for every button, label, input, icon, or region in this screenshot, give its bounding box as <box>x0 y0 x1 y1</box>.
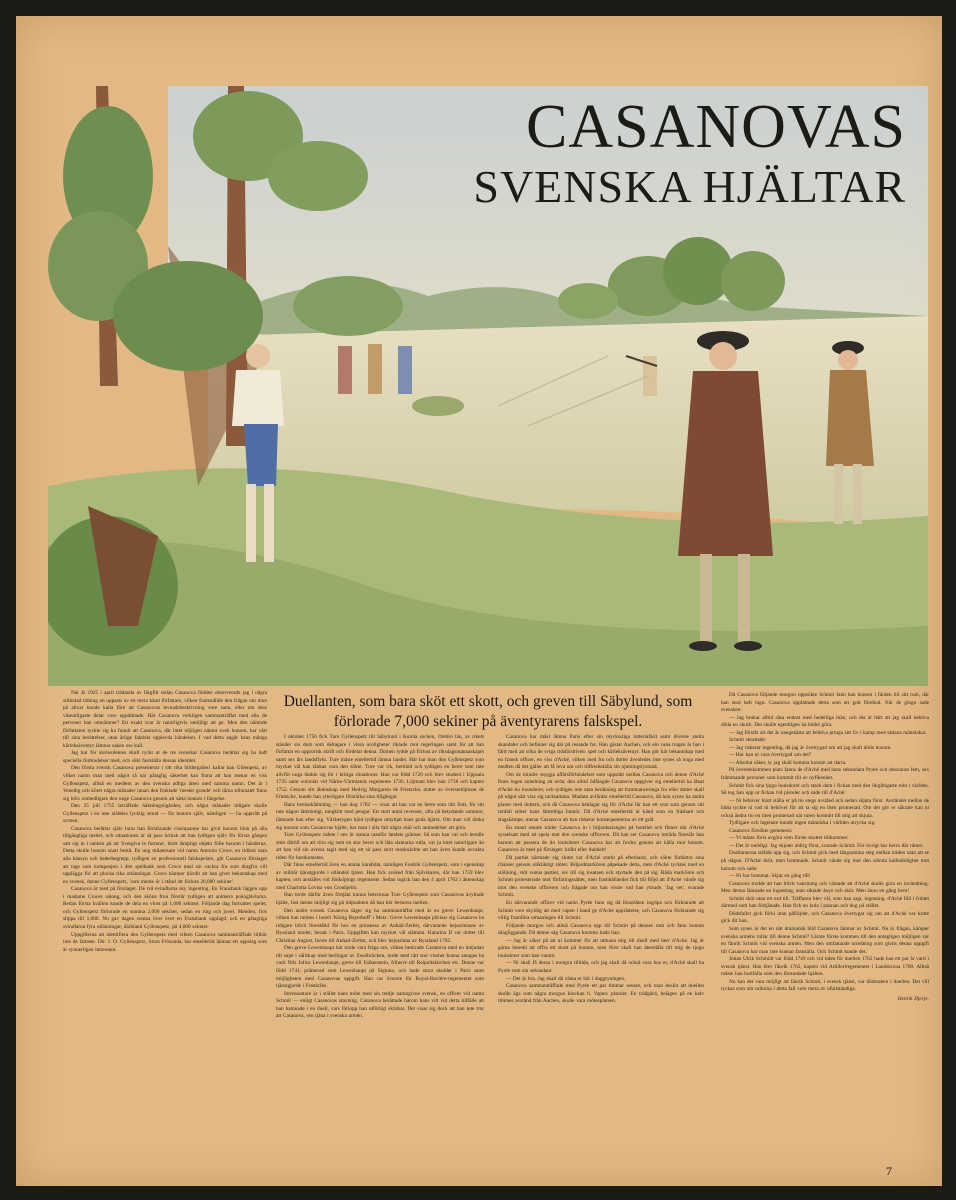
paragraph: Casanova sammanträffade med Pyrée ett par timmar senare, och man beslöt att duellen skulle äga rum några morgon klockan 6. Vapen: pistoler. En trädgård, belägen på en halv timmes avstånd från Aachen, skulle vara mötesplatsen. <box>498 983 704 1005</box>
paragraph: Dödsfallet gick förbi utan påföljder, och Casanova övertygat sig om att d'Aché var kritte gick dit han. <box>721 910 929 925</box>
paragraph: Casanova berättar själv huru han förstörande ciselquanne har givit honom lönn på alla tillgängliga medel, och situationen är så pass kritisk att han tydligen själv för första gången satt sig in i tanken på att 'övergiva le fortune', blott lämpligt objekt fölle honom i händerna. Detta skulle honom snart bestå. En ung milanesare vid namn Antonio Croce, en ridörst utan alla hänsyn och hederbegrepp, tydligen en professionell falskspelare, går Casanova förslaget att tage som kompanjon i den spelbank som Croce med sin vackra fru som dragfru vill upplägga för att plocka rika utlänningar. Croce hämner hävdit att han givet bekantskap med en svensk, denne Gyllenspetz, 'som mente ör i stånd att förlora 20,000 sekiner'. <box>63 825 267 885</box>
paragraph: Intressantare är i stället hans möte med sin tredje namngivne svensk, en officer vid namn Schmit — enligt Casanovas stavning. Casanova berättade härom hans vilt vid detta tillfälle att han hamnade i en duell, vars förlopp han utförligt skildrar. Det visar sig dock att han inte tror att Casanova, sen tjäna i svenska armén. <box>276 990 484 1020</box>
paragraph: Där finns emellertid även en annan kandidat, nämligen Fredrik Gyllenspetz, som i egenskap av militär tjänstgjorde i utländsk tjänst. Han fick avsked från Sjövikaren, där han 1759 blev kapten, och anställes vid Jönköpings regemente. Sedan ingick han den 4 april 1762 i äktenskap med Charlotta Lovisa von Cronhjelm. <box>276 862 484 891</box>
paragraph: — Jag riskerar ingenting, då jag är övertygad om att jag skall döda honom. <box>729 744 892 751</box>
paragraph: — Det är onödigt. Jag skjuter aldrig först, svarade Schmit. För övrigt har herrn där rätten. <box>729 842 924 849</box>
paragraph: — Ni skall få dessa i morgon tilltida, och jag skall då också vara hos er, d'Aché skall ha Pyrée som sin sekundant. <box>498 960 704 974</box>
paragraph: En närvarande officer vid namn Pyrée fann sig då föranlåten ingripa och förklarade att Schmit vore skyldig att med vapen i hand ge d'Aché upprättelse, och Casanova förklarade sig villig framföra utmaningen till Schmit. <box>498 900 704 922</box>
paragraph: Den 25 juli 1755 inträffade häktningsögården, och några månader tidigare skulle Gyllenspetz i en inte alldeles lycklig stund — för honom själv, nämligen — ha uppträtt på scenen. <box>63 803 267 825</box>
paragraph: En stund senare träder Casanova in i biljardsalongen på hotellet och finner där d'Aché sysselsatt med att spela mot den svenske officeren. Då han ser Casanova inträda föreslår han honom att passera de tio louisdorer Casanova har att fordra genom att hålla mot honom. Casanova är med på förslaget: krökt eller dubbelt! <box>498 824 704 854</box>
paragraph: Duellanterna ställde upp sig, och Schmit gick med långsamma steg mellan träden utan att se på någon. D'Aché sköt, men bommade. Schmit vände sig mot den största kalibdödighet mot honom och sade: <box>721 850 929 872</box>
paragraph: Den andre svensk Casanova säger sig ha sammanträffat med är en greve Lewenhaupt, vilken han möttes i hotell 'König Bayerhoff' i Metz. Greve Lewenhaupt påvisar sig Casanova ha tidigare blivit förestålld för hos en prinsessa av Anhalt-Zerbst, därvarande kejsarinnans av Ryssland moder, besatt i Paris. Uppgiften kan mycket väl stämma. Katarina II var dotter till Christian August, furste till Anhalt-Zerbst, och blev kejsarinna av Ryssland 1762. <box>276 907 484 944</box>
title-line-1: CASANOVAS <box>526 93 906 161</box>
text-column-4 <box>721 692 929 1162</box>
paragraph: — Absolut säker, ty jag skall komma honom att darra. <box>729 759 847 766</box>
article-title <box>473 93 906 212</box>
paragraph: Om de mindre snygga affärsförbindelser som uppstått mellan Casanova och denne d'Aché finns ingen anledning att orda; den alltid ödfängde Casanova uppgiver sig emellertid ha lånat d'Aché tio louisdorer, och tydligen inte utan beräkning att frammanceringa fru eller dotter skall på något sätt visa sig tacksamma. Madam avfärdar emellertid Casanova, då hon synes ha andra planer med dottern, och då Casanova beklagar sig för d'Aché får han ett svar som genom sitt tonfall stöter hans lättretliga humör. Då d'Aché emellertid är känd som en fräshare och slagskämpe, menar Casanova att han riskerar konsequenterna av ett gräl. <box>498 771 704 824</box>
paragraph: Schmit fick sina tjugo louisdorer och stack dem i fickan med den likgiltigaste min i världen. Så tog han upp ur fickan två pistoler och sade till d'Aché: <box>721 782 929 797</box>
paragraph: Casanova har måst lämna Paris efter sin olyckssliga lotteriafärd samt diverse andra skandaler och befinner sig där på resande fot. Han gästar Aachen, och ein vana tragen är han i färd med att söka de sviga tidsfördriven: spel och kärleksäventyr. Han gör här bekantskap med en fransk officer, en viss d'Aché, vilken med fru och dotter åvenledes inte synes så noga med medlen då det gäller att få leva om och tillfredsställa sin njutningslystnad. <box>498 734 704 771</box>
paragraph: — Har kan ni vara övertygad om det? <box>729 752 812 759</box>
paragraph: Schmit sköt utan ett ord till. Träffaren blev väl, som han sagt, ingenting. d'Aché föll i fröttet därmed som han förtjänade. Han fick en kula i pannan och dog på stället. <box>721 895 929 910</box>
paragraph: — Jag brukar alltid såsa endast med hederliga män, och det är hårt att jag skall behöva döda en skurk. Det skulle egentligen ha bödel göra. <box>721 714 929 729</box>
paragraph: Som synes är det en rätt dramatisk bild Casanova lämnar av Schmit. Nu är frågan, kämper svenska arméns rullar till denne Schmit? Lärare förste kommen till den antagligen möjligen var en fänrik Schmit vid svenska armén. Men den omfattande utredning som givits denna uppgift till Casanova har man inte kunnat fastställa. Och Schmit kunde det. <box>721 925 929 955</box>
paragraph: Han torde därför även förtjänt kunna betecknas Ture Gyllenspetz som Casanovas ävyttade hjälte, fast denne möjligt sig på tidpunkten då han bör berserra mellen. <box>276 892 484 907</box>
text-column-2 <box>276 734 484 1170</box>
paragraph: På överenskommen plats fanns de d'Aché med hans sekundant Pyrée och dessutom fem, sex främmande personer som kommit till av nyfikenhet. <box>721 767 929 782</box>
title-line-2: SVENSKA HJÄLTAR <box>473 161 906 212</box>
paragraph: — Ni har bommat. Skjut en gång till! <box>729 873 811 880</box>
paragraph: Casanova trodde att han blivit vansinnig och väntade att d'Aché skulle göra en invändning. Men denna lämnade en ingenting, utan siktade ånyo och sköt. Men ännu en gång bom! <box>721 880 929 895</box>
paragraph: Tydligare och ingenare kunde ingen människa i världen utrycka sig. <box>729 820 876 827</box>
paragraph: Då partiet närmade sig slutet var d'Aché starkt på efterhand, och sökte förbättra sina chanser genom olikliktigt stöter. Biljardmarkören påpekade detta, men d'Aché tycktes med en ställning, stöt vunna partiet, rev till sig insatsen och styrtade den på sig. Båda markören och Schmit protesterade mot förfaringssättet, men framhållandet fick till följd att d'Aché vände sig mot den svenske officeren och frågade om han visste vad han yttrade. 'Jag vet', svarade Schmit. <box>498 854 704 899</box>
paragraph: När år 1925 i april trädanda av färgfilt sedan Casanova födden observerade jag i några stilbolad tidning en uppsats av en mera känd författare, vilken framställde den frågan om mon på allvar kunde kalla före att Casanovas levnadsbeskrivning vore sann, eller om dess väsentligaste delar vore uppdiktade. Här Casanova verkligen sammanträffat med alla de personer han omnämner? Ett exakt svar är naturligtvis omöjligt att ge. Men den nämnde författaren tyckte sig ha funnit att Casanova, där intet nöjligen nämnt ovek honom, har vårt till sina berättelser, utan ärlige faktiskt upplevda händelser. I vad detta angår hans många kärleksäventyr lämnar saken oss kall. <box>63 690 267 749</box>
paragraph: Den första svensk Casanova presenterar i sitt rika bildergalleri kallar han Gibenpetz, av vilket namn man med något så när påtaglig säkerhet kan finna att han menar en viss Gyllenspetz, alltså en medlem av den svenska adliga ätten med samma namn. Det är i Venedig och köret några månader innan den fruktade 'mester grande' och tärna tribunalet finns sig börs ombedligare den unge Casanova genom att sätta honom i fängelse. <box>63 765 267 802</box>
paragraph: — Det är bra. Jag skall då vänta er här i daggryningen. <box>506 975 626 982</box>
paragraph: Casanova är med på förslaget. De två evindlarna sky ingenting. En Fransbank läggen upp i madame Croces salong, och den sköna fruu förstår tydligen att animera poängtävlarna. Redan första kvällen kunde de dela en vinst på 1,600 sekiner. Följande dag fortsattes spelet, och Gyllenspetz förlorade en summa 2,000 sekiner, sedan en ring och juvel. Menden, fick slippa till 1,000. Nu gav dagen somna över över en Fransbank upplagd, och en påtagliga svindlarna fyra utlänningar, därbland Gyllenspetz, på 4,000 sekiner. <box>63 886 267 930</box>
paragraph: Hans hemsoklämning — han dog 1782 — visar att han var en herre som rätt flott, för sitt inte någon lättsinnigt, tungkött med pengar. Ett stort antal revenser, ofta på betydande summor, lämnade han efter sig. Växbetygen bjöd tydligen utnyttjat hans goda hjärta. Om man vill tänka sig honom som Casanovas hjälte, har man i alla fall några skäl och anmodelser att göra. <box>276 801 484 831</box>
paragraph: I oktober 1756 fick Ture Gyllenspetz till Säbylund i Kumla socken, Örebro län, av rikets ständer sin dom som deltagare i vissa oroligheter riktade mot regeringen samt för att han författat en upprorisk skrift och fördelat denna. Domen lydde på förlust av riksdagsmannaskapet samt sex års landsflykt. Ture måste emellertid lämna landet. Här har man den Gyllenspetz som mycket väl kan tänkas vara den sökte. Ture var rik, berömd och tydligen en herre som inte allvför noga tänkte sig för i kritiga situationer. Han var född 1720 och blev student i Uppsala 1735 samt volontär vid Närke-Värmlands regemente 1736. Löjtnant blev han 1738 och kapten 1752. Genom sitt äktenskap med Hedvig Margareta de Frietzcke, dotter av överstelöjtnant de Frietzcke, kunde han ytterligare förstärka sina tillgångar. <box>276 734 484 801</box>
author-byline: Henrik Djerje. <box>897 995 929 1002</box>
paragraph: — Jag är säker på att ni kommer för att utmana mig till duell med herr d'Aché. Jag är gärna beredd att offra ett skott på honom, men först skall han återställa till mig de tjugo louisdorer som han vunnit. <box>498 937 704 959</box>
text-column-1 <box>63 690 267 1170</box>
article-deck: Duellanten, som bara sköt ett skott, och greven till Säbylund, som förlorade 7,000 sekiner på äventyrarens falskspel. <box>283 693 693 730</box>
newspaper-page <box>16 16 942 1186</box>
paragraph: Den greve Lewenhaupt här torde vara fråga om, vilken beskrade Casanova med en inbjudan till supé i sällskap med berlingar av Zweibrücken, torde med rätt stor visshet kunna antagas ha varit Nils Julius Lewenhaupt, greve till Falkenstein, friherre till Reipoltskirchen etc. Denne var född 1741, prämerad som Lewenhaupt på Sigtuna, och hade stora skulder i Paris samt möjligheten med Casanovas uppgift. Han var överste för Royal-Bavière-regementet som tjänstgjorde i Frankrike. <box>276 945 484 990</box>
paragraph: Uppgifterna att identifiera den Gyllenspetz med vilken Casanova sammanträffade tillhör inte de lättaste. Dir. J. O. Gyllenspetz, Stora Frösunda, har emellertid lämnat ett uppslag som är synnerligen intressant. <box>63 931 267 953</box>
paragraph: Följande morgon och alltså Casanova upp till Schmit på dennes rum och fann honom sängliggande. Då denne såg Casanova kommo hade han: <box>498 922 704 937</box>
paragraph: Casanova försökte gemenera: <box>729 827 793 834</box>
paragraph: — Vi måste först avgöra vem förste skottet tillkommer. <box>729 835 849 842</box>
paragraph: Jag har för kuriositetens skull ryckt ut de tre svenskar Casanova berättar sig ha haft speciella förbindelser med, och sökt fastställa dessas identitet. <box>63 750 267 764</box>
text-column-3 <box>498 734 704 1170</box>
page-number: 7 <box>886 1164 892 1178</box>
paragraph: Ture Gyllenspetz måste i sex år stanna utanför landets gränser. Så som han var och heralle stmt därtill om att röra sig som en stor herre och låta slantarna rulla, var ju intet naturligare än att han vid sin avresa tagit med sig ett så pass stort reseknäckte att han även kunde avvakta tiden för hemkomsten. <box>276 832 484 861</box>
paragraph: — Jag förstår att det är oangenämt att behöva pringa sitt liv i kamp med sådana människor. <box>729 729 927 736</box>
paragraph: Då Casanova följande morgon uppsökte Schmit fann han honom i färden till sitt rum, där han stod helt lugn. Casanova uppfattade detta som ett gott förebud. När de gingo sade svensken: <box>721 692 929 714</box>
paragraph: — Ni behöver blott ställa er på tio stegs avstånd och sedan skjuta först. Avståndet mellan de båda tyckte ni vad ni behöver för att ta sig en liten promenad. Om det gör er säkrare kan ni också ändra tio en liten promenad när turen kommit till mig att skjuta. <box>721 797 929 819</box>
paragraph: Schmit skrattade: <box>729 737 767 744</box>
paragraph: Nu kan det vara möjligt att fänrik Schmit, i svensk tjänst, var dödsraben i duellen. Det vill tyckas som om rullorna i detta fall vore mera av ofullständiga. <box>721 978 929 993</box>
paragraph: Johan Ulrik Schmidt var född 1749 och vid tiden för duellen 1762 hade han ett par år varit i svensk tjänst. Han blev fänrik 1762, kapten vid Artilleriregementet i Landskrona 1780. Alltså måste han bortfalla som den förmodade hjälten. <box>721 956 929 978</box>
